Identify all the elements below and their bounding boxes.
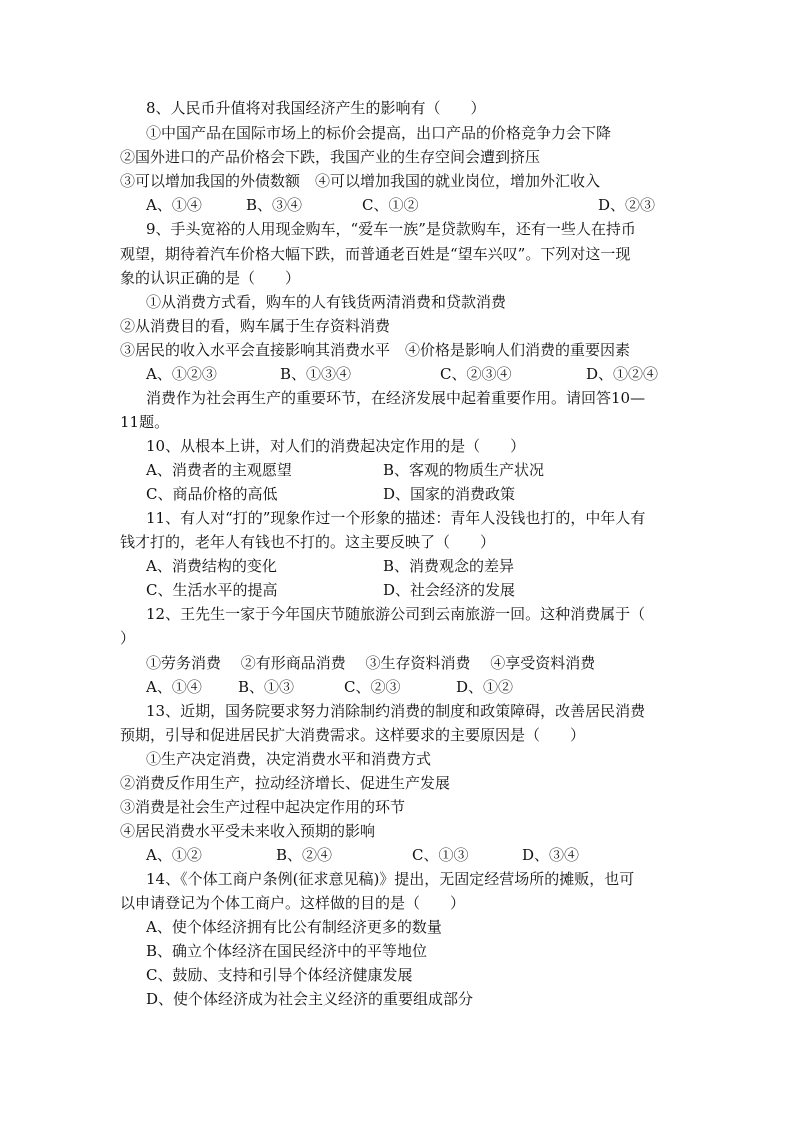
q8-stem: 8、人民币升值将对我国经济产生的影响有（ ）	[146, 99, 486, 117]
intro-line-1: 消费作为社会再生产的重要环节，在经济发展中起着重要作用。请回答10—	[146, 389, 646, 407]
q9-stem-line-2: 观望，期待着汽车价格大幅下跌，而普通老百姓是“望车兴叹”。下列对这一现	[120, 245, 631, 263]
q13-stem-line-1: 13、近期，国务院要求努力消除制约消费的制度和政策障碍，改善居民消费	[146, 702, 646, 720]
q11-stem-line-2: 钱才打的，老年人有钱也不打的。这主要反映了（ ）	[120, 533, 496, 551]
q12-option-d: D、①②	[456, 678, 514, 696]
q11-option-b: B、消费观念的差异	[383, 557, 515, 575]
q8-option-a: A、①④	[146, 196, 202, 214]
q8-statement-2: ②国外进口的产品价格会下跌，我国产业的生存空间会遭到挤压	[120, 148, 541, 166]
q10-option-d: D、国家的消费政策	[383, 485, 516, 503]
q13-option-c: C、①③	[412, 846, 469, 864]
q13-statement-3: ③消费是社会生产过程中起决定作用的环节	[120, 798, 406, 816]
q9-statement-2: ②从消费目的看，购车属于生存资料消费	[120, 317, 391, 335]
q8-option-b: B、③④	[246, 196, 303, 214]
q9-statement-1: ①从消费方式看，购车的人有钱货两清消费和贷款消费	[146, 293, 507, 311]
q9-stem-line-3: 象的认识正确的是（ ）	[120, 269, 301, 287]
q12-stem-line-1: 12、王先生一家于今年国庆节随旅游公司到云南旅游一回。这种消费属于（	[146, 605, 646, 623]
q12-option-b: B、①③	[238, 678, 295, 696]
q14-option-c: C、鼓励、支持和引导个体经济健康发展	[146, 966, 413, 984]
q8-option-c: C、①②	[362, 196, 419, 214]
q13-statement-1: ①生产决定消费，决定消费水平和消费方式	[146, 750, 432, 768]
q11-option-c: C、生活水平的提高	[146, 581, 278, 599]
q10-option-b: B、客观的物质生产状况	[383, 461, 545, 479]
q8-statement-1: ①中国产品在国际市场上的标价会提高，出口产品的价格竞争力会下降	[146, 124, 612, 142]
q14-stem-line-1: 14、《个体工商户条例(征求意见稿)》提出，无固定经营场所的摊贩，也可	[146, 870, 635, 888]
q11-option-d: D、社会经济的发展	[383, 581, 516, 599]
q13-option-a: A、①②	[146, 846, 202, 864]
q9-option-b: B、①③④	[280, 365, 352, 383]
q11-stem-line-1: 11、有人对“打的”现象作过一个形象的描述：青年人没钱也打的，中年人有	[146, 509, 646, 527]
q9-option-d: D、①②④	[586, 365, 659, 383]
intro-line-2: 11题。	[120, 413, 170, 431]
q10-stem: 10、从根本上讲，对人们的消费起决定作用的是（ ）	[146, 437, 526, 455]
q11-option-a: A、消费结构的变化	[146, 557, 277, 575]
q8-option-d: D、②③	[598, 196, 656, 214]
q13-stem-line-2: 预期，引导和促进居民扩大消费需求。这样要求的主要原因是（ ）	[120, 726, 586, 744]
q9-statement-3: ③居民的收入水平会直接影响其消费水平 ④价格是影响人们消费的重要因素	[120, 341, 631, 359]
q9-option-a: A、①②③	[146, 365, 217, 383]
q13-statement-4: ④居民消费水平受未来收入预期的影响	[120, 822, 376, 840]
q10-option-a: A、消费者的主观愿望	[146, 461, 292, 479]
q8-statement-3: ③可以增加我国的外债数额 ④可以增加我国的就业岗位，增加外汇收入	[120, 172, 601, 190]
q14-stem-line-2: 以申请登记为个体工商户。这样做的目的是（ ）	[120, 894, 466, 912]
q14-option-b: B、确立个体经济在国民经济中的平等地位	[146, 942, 428, 960]
q13-statement-2: ②消费反作用生产，拉动经济增长、促进生产发展	[120, 774, 451, 792]
q12-statements: ①劳务消费 ②有形商品消费 ③生存资料消费 ④享受资料消费	[146, 654, 596, 672]
q14-option-a: A、使个体经济拥有比公有制经济更多的数量	[146, 918, 442, 936]
q14-option-d: D、使个体经济成为社会主义经济的重要组成部分	[146, 990, 474, 1008]
q13-option-b: B、②④	[276, 846, 333, 864]
q13-option-d: D、③④	[522, 846, 580, 864]
q12-stem-line-2: ）	[120, 629, 136, 647]
q12-option-a: A、①④	[146, 678, 202, 696]
q12-option-c: C、②③	[344, 678, 401, 696]
q10-option-c: C、商品价格的高低	[146, 485, 278, 503]
q9-option-c: C、②③④	[440, 365, 512, 383]
q9-stem-line-1: 9、手头宽裕的人用现金购车，“爱车一族”是贷款购车，还有一些人在持币	[146, 220, 636, 238]
